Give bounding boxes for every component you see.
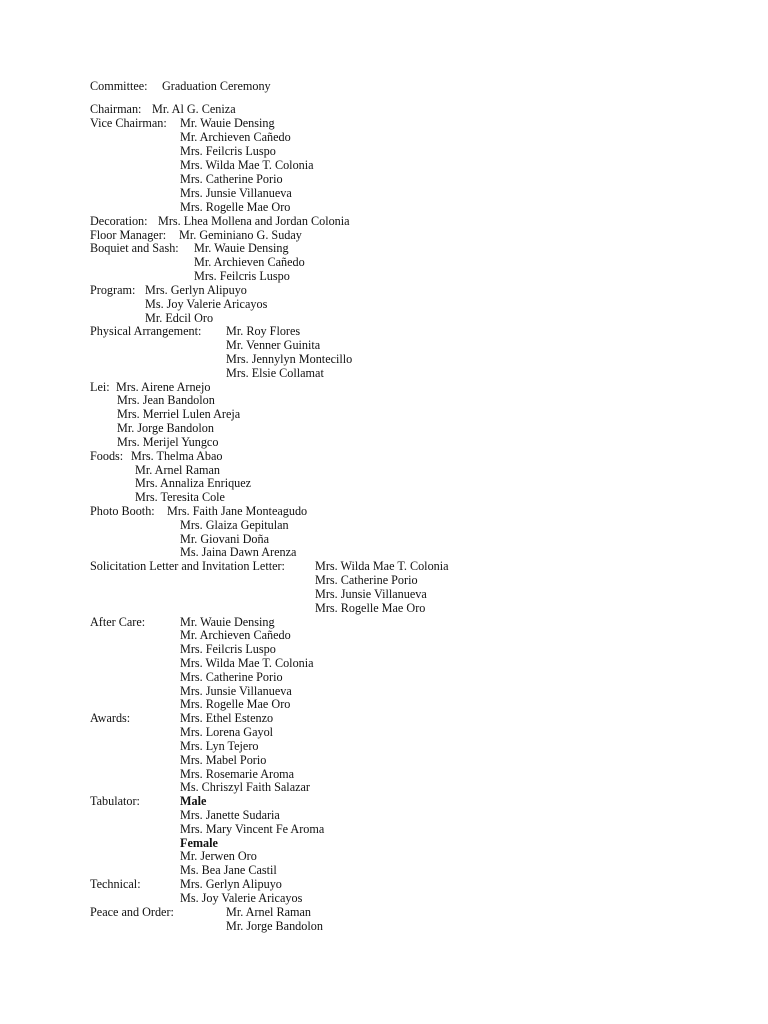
awards-member: Ms. Chriszyl Faith Salazar bbox=[180, 780, 310, 794]
after-care-member: Mrs. Catherine Porio bbox=[180, 670, 283, 684]
tabulator-female-heading: Female bbox=[180, 836, 218, 850]
photo-booth-label: Photo Booth: bbox=[90, 504, 155, 518]
peace-member: Mr. Arnel Raman bbox=[226, 905, 311, 919]
peace-member: Mr. Jorge Bandolon bbox=[226, 919, 323, 933]
tabulator-label: Tabulator: bbox=[90, 794, 140, 808]
committee-label: Committee: bbox=[90, 79, 148, 93]
photo-booth-member: Mrs. Faith Jane Monteagudo bbox=[167, 504, 308, 518]
chairman-name: Mr. Al G. Ceniza bbox=[152, 102, 236, 116]
decoration-label: Decoration: bbox=[90, 214, 148, 228]
awards-member: Mrs. Ethel Estenzo bbox=[180, 711, 274, 725]
photo-booth-member: Mrs. Glaiza Gepitulan bbox=[180, 518, 289, 532]
boquet-member: Mr. Wauie Densing bbox=[194, 241, 289, 255]
technical-member: Ms. Joy Valerie Aricayos bbox=[180, 891, 303, 905]
awards-member: Mrs. Lorena Gayol bbox=[180, 725, 274, 739]
photo-booth-member: Mr. Giovani Doña bbox=[180, 532, 270, 546]
solicitation-label: Solicitation Letter and Invitation Letter: bbox=[90, 559, 285, 573]
vice-chairman-member: Mrs. Wilda Mae T. Colonia bbox=[180, 158, 314, 172]
after-care-member: Mrs. Junsie Villanueva bbox=[180, 684, 292, 698]
after-care-member: Mr. Archieven Cañedo bbox=[180, 628, 291, 642]
vice-chairman-member: Mrs. Catherine Porio bbox=[180, 172, 283, 186]
after-care-member: Mrs. Wilda Mae T. Colonia bbox=[180, 656, 314, 670]
physical-label: Physical Arrangement: bbox=[90, 324, 202, 338]
boquet-member: Mr. Archieven Cañedo bbox=[194, 255, 305, 269]
lei-member: Mrs. Merijel Yungco bbox=[117, 435, 219, 449]
program-member: Mrs. Gerlyn Alipuyo bbox=[145, 283, 247, 297]
boquet-label: Boquiet and Sash: bbox=[90, 241, 179, 255]
lei-member: Mr. Jorge Bandolon bbox=[117, 421, 214, 435]
technical-member: Mrs. Gerlyn Alipuyo bbox=[180, 877, 282, 891]
solicitation-member: Mrs. Junsie Villanueva bbox=[315, 587, 427, 601]
physical-member: Mrs. Elsie Collamat bbox=[226, 366, 324, 380]
decoration-member: Mrs. Lhea Mollena and Jordan Colonia bbox=[158, 214, 350, 228]
vice-chairman-member: Mrs. Feilcris Luspo bbox=[180, 144, 276, 158]
lei-member: Mrs. Merriel Lulen Areja bbox=[117, 407, 241, 421]
vice-chairman-member: Mr. Archieven Cañedo bbox=[180, 130, 291, 144]
lei-member: Mrs. Jean Bandolon bbox=[117, 393, 215, 407]
after-care-member: Mr. Wauie Densing bbox=[180, 615, 275, 629]
after-care-member: Mrs. Rogelle Mae Oro bbox=[180, 697, 291, 711]
solicitation-member: Mrs. Catherine Porio bbox=[315, 573, 418, 587]
tabulator-member: Mr. Jerwen Oro bbox=[180, 849, 257, 863]
physical-member: Mrs. Jennylyn Montecillo bbox=[226, 352, 353, 366]
floor-manager-label: Floor Manager: bbox=[90, 228, 167, 242]
awards-label: Awards: bbox=[90, 711, 131, 725]
lei-member: Mrs. Airene Arnejo bbox=[116, 380, 211, 394]
foods-member: Mrs. Annaliza Enriquez bbox=[135, 476, 252, 490]
program-member: Ms. Joy Valerie Aricayos bbox=[145, 297, 268, 311]
after-care-member: Mrs. Feilcris Luspo bbox=[180, 642, 276, 656]
peace-label: Peace and Order: bbox=[90, 905, 174, 919]
physical-member: Mr. Roy Flores bbox=[226, 324, 301, 338]
awards-member: Mrs. Mabel Porio bbox=[180, 753, 267, 767]
awards-member: Mrs. Lyn Tejero bbox=[180, 739, 259, 753]
technical-label: Technical: bbox=[90, 877, 141, 891]
lei-label: Lei: bbox=[90, 380, 110, 394]
committee-name: Graduation Ceremony bbox=[162, 79, 271, 93]
program-member: Mr. Edcil Oro bbox=[145, 311, 214, 325]
solicitation-member: Mrs. Rogelle Mae Oro bbox=[315, 601, 426, 615]
vice-chairman-member: Mrs. Rogelle Mae Oro bbox=[180, 200, 291, 214]
tabulator-member: Mrs. Janette Sudaria bbox=[180, 808, 280, 822]
program-label: Program: bbox=[90, 283, 136, 297]
foods-member: Mr. Arnel Raman bbox=[135, 463, 220, 477]
vice-chairman-member: Mr. Wauie Densing bbox=[180, 116, 275, 130]
tabulator-male-heading: Male bbox=[180, 794, 207, 808]
physical-member: Mr. Venner Guinita bbox=[226, 338, 321, 352]
vice-chairman-member: Mrs. Junsie Villanueva bbox=[180, 186, 292, 200]
floor-manager-member: Mr. Geminiano G. Suday bbox=[179, 228, 302, 242]
foods-label: Foods: bbox=[90, 449, 124, 463]
solicitation-member: Mrs. Wilda Mae T. Colonia bbox=[315, 559, 449, 573]
tabulator-member: Ms. Bea Jane Castil bbox=[180, 863, 277, 877]
photo-booth-member: Ms. Jaina Dawn Arenza bbox=[180, 545, 297, 559]
tabulator-member: Mrs. Mary Vincent Fe Aroma bbox=[180, 822, 325, 836]
foods-member: Mrs. Thelma Abao bbox=[131, 449, 223, 463]
vice-chairman-label: Vice Chairman: bbox=[90, 116, 167, 130]
chairman-label: Chairman: bbox=[90, 102, 142, 116]
awards-member: Mrs. Rosemarie Aroma bbox=[180, 767, 295, 781]
foods-member: Mrs. Teresita Cole bbox=[135, 490, 225, 504]
after-care-label: After Care: bbox=[90, 615, 146, 629]
boquet-member: Mrs. Feilcris Luspo bbox=[194, 269, 290, 283]
